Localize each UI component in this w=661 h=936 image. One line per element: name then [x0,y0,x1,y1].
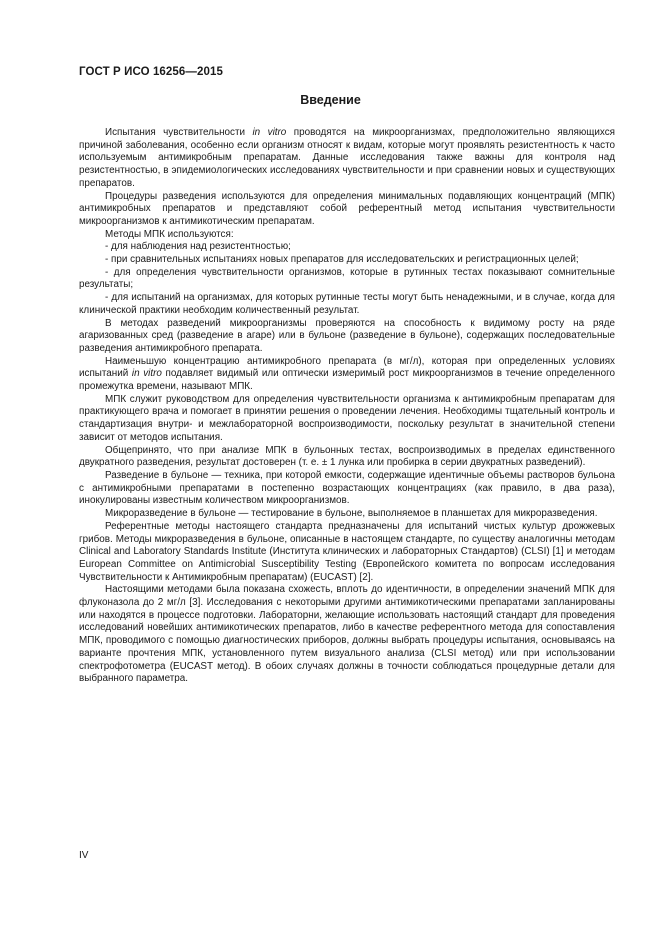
text-run: - для наблюдения над резистентностью; [105,241,291,253]
list-item [79,267,615,292]
paragraph [79,356,615,394]
text-run: Общепринято, что при анализе МПК в бульонных тестах, воспроизводимых в пределах единственного двукратного разведения, результат достоверен (т. е. ± 1 лунка или пробирка в серии двукратных разведений). [79,444,615,469]
paragraph [79,445,615,470]
text-run: - при сравнительных испытаниях новых препаратов для исследовательских и регистрационных целей; [105,254,579,266]
text-run: Методы МПК используются: [105,228,234,240]
text-run: В методах разведений микроорганизмы проверяются на способность к видимому росту на ряде агаризованных сред (разведение в агаре) или в бульоне (разведение в бульоне), содержащих последовательные разведения антимикробного препарата. [79,317,615,354]
list-item [79,292,615,317]
text-run: - для испытаний на организмах, для которых рутинные тесты могут быть ненадежными, и в случае, когда для клинической практики необходим количественный результат. [79,292,615,316]
page-number: IV [79,850,89,861]
text-run: - для определения чувствительности организмов, которые в рутинных тестах показывают сомнительные результаты; [79,266,615,291]
paragraph [79,318,615,356]
paragraph [79,229,615,242]
text-run: Разведение в бульоне — техника, при которой емкости, содержащие идентичные объемы растворов бульона с антимикробными препаратами в постепенно возрастающих концентрациях (как правило, в два раза), инокулированы известным количеством микроорганизмов. [79,469,615,507]
paragraph [79,508,615,521]
text-run: проводятся на микроорганизмах, предположительно являющихся причиной заболевания, особенно если организм относят к видам, которые могут проявлять резистентность к часто используемым антимикробным препаратам. Данные исследования также важны для контроля над резистентностью, в эпидемиологических исследованиях чувствительности и при сравнении новых и существующих препаратов. [79,127,615,189]
text-run: МПК служит руководством для определения чувствительности организма к антимикробным препаратам для практикующего врача и помогает в принятии решения о проведении лечения. Необходимы тщательный контроль и стандартизация внутри- и межлабораторной воспроизводимости, поскольку результат в значительной степени зависит от методов испытания. [79,393,615,443]
paragraph [79,191,615,229]
list-item [79,254,615,267]
italic-term: in vitro [252,127,287,138]
text-run: Референтные методы настоящего стандарта предназначены для испытаний чистых культур дрожжевых грибов. Методы микроразведения в бульоне, описанные в настоящем стандарте, по существу аналогичны методам Clinical and Laboratory Standards Institute (Института клинических и лабораторных Стандартов) (CLSI) [1] и методам European Committee on Antimicrobial Susceptibility Testing (Европейского комитета по вопросам исследования Чувствительности к Антимикробным препаратам) (EUCAST) [2]. [79,520,615,583]
paragraph [79,470,615,508]
body-text [79,127,615,686]
paragraph [79,394,615,445]
document-header: ГОСТ Р ИСО 16256—2015 [79,66,224,78]
text-run: Наименьшую концентрацию антимикробного препарата (в мг/л), которая при определенных условиях испытаний [79,355,615,380]
text-run: Процедуры разведения используются для определения минимальных подавляющих концентраций (МПК) антимикробных препаратов и представляют собой референтный метод испытания чувствительности микроорганизмов к антимикотическим препаратам. [79,190,615,227]
text-run: Микроразведение в бульоне — тестирование в бульоне, выполняемое в планшетах для микроразведения. [105,508,598,520]
text-run: Настоящими методами была показана схожесть, вплоть до идентичности, в определении значений МПК для флуконазола до 2 мг/л [3]. Исследования с некоторыми другими антимикотическими препаратами запланированы или находятся в процессе подготовки. Лабораторни, желающие использовать настоящий стандарт для проведения исследований новейших антимикотических препаратов, либо в качестве референтного метода для сопоставления МПК, проводимого с помощью диагностических приборов, должны выбрать процедуры испытания, основываясь на варианте прочтения МПК, установленного путем визуального анализа (CLSI метод) или при использовании спектрофотометра (EUCAST метод). В обоих случаях должны в точности соблюдаться процедурные детали для выбранного параметра. [79,584,615,685]
section-title: Введение [300,93,361,107]
paragraph [79,127,615,191]
paragraph [79,584,615,686]
text-run: Испытания чувствительности [105,127,253,138]
italic-term: in vitro [131,368,162,380]
list-item [79,241,615,254]
paragraph [79,521,615,585]
text-run: подавляет видимый или оптически измеримый рост микроорганизмов в течение определенного промежутка времени, называют МПК. [79,368,615,393]
